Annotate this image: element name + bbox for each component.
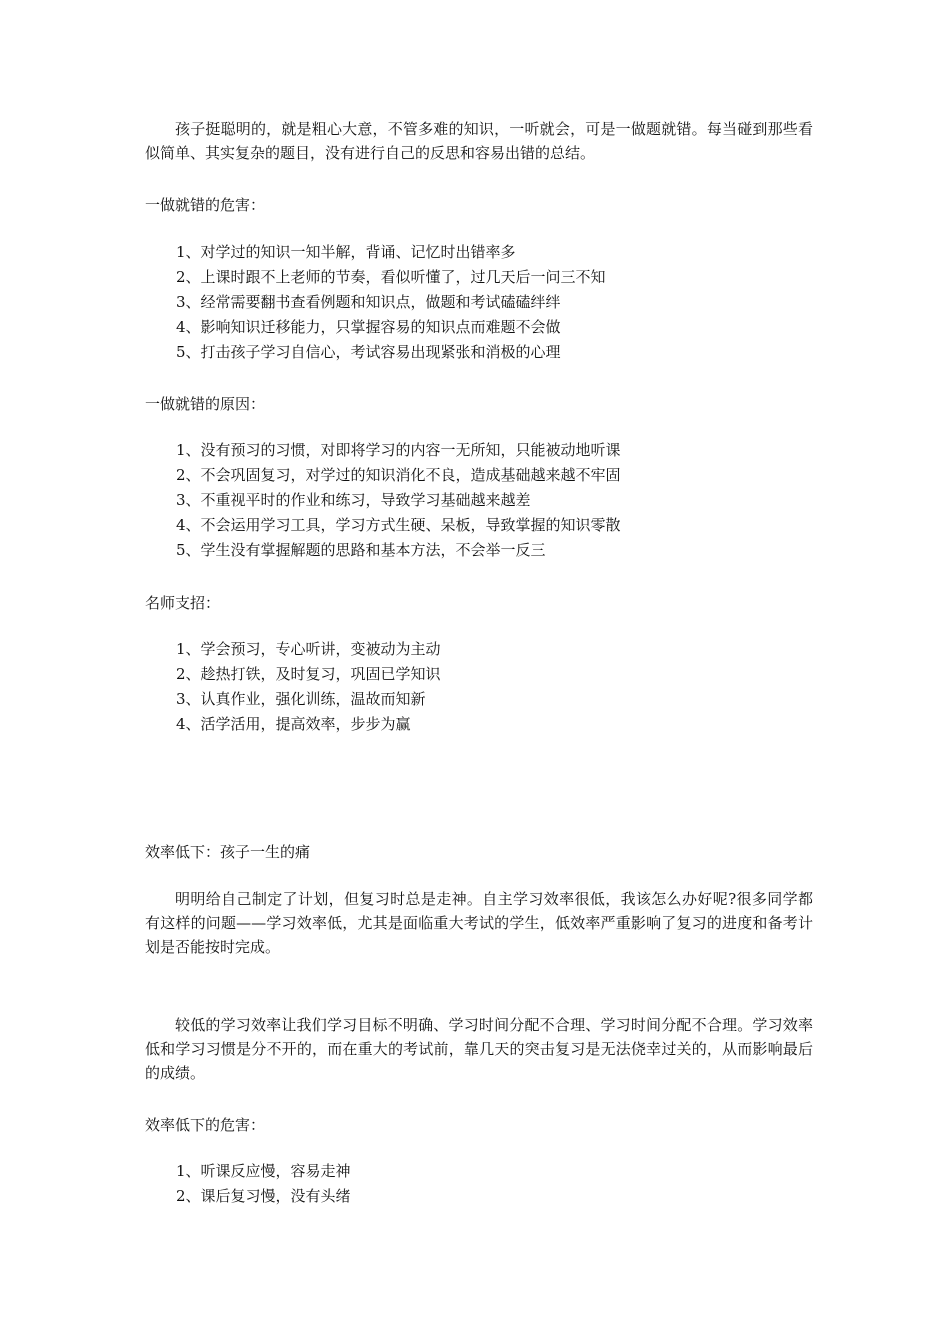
efficiency-paragraph-2: 较低的学习效率让我们学习目标不明确、学习时间分配不合理、学习时间分配不合理。学习效率低和学习习惯是分不开的，而在重大的考试前，靠几天的突击复习是无法侥幸过关的，从而影响最后的成绩。 <box>145 1016 813 1082</box>
list-item: 4、影响知识迁移能力，只掌握容易的知识点而难题不会做 <box>176 318 561 336</box>
list-item: 2、不会巩固复习，对学过的知识消化不良，造成基础越来越不牢固 <box>176 466 621 484</box>
list-item: 1、对学过的知识一知半解，背诵、记忆时出错率多 <box>176 243 516 261</box>
causes-heading: 一做就错的原因： <box>145 395 266 413</box>
efficiency-harms-list <box>176 1159 351 1209</box>
list-item: 2、趁热打铁，及时复习，巩固已学知识 <box>176 665 441 683</box>
list-item: 1、学会预习，专心听讲，变被动为主动 <box>176 640 441 658</box>
list-item: 3、经常需要翻书查看例题和知识点，做题和考试磕磕绊绊 <box>176 293 561 311</box>
list-item: 5、学生没有掌握解题的思路和基本方法，不会举一反三 <box>176 541 546 559</box>
list-item: 4、活学活用，提高效率，步步为赢 <box>176 715 411 733</box>
list-item: 5、打击孩子学习自信心，考试容易出现紧张和消极的心理 <box>176 343 561 361</box>
list-item: 3、不重视平时的作业和练习，导致学习基础越来越差 <box>176 491 531 509</box>
section-title: 效率低下：孩子一生的痛 <box>145 843 311 861</box>
harms-heading: 一做就错的危害： <box>145 196 266 214</box>
harms-list <box>176 240 606 365</box>
list-item: 2、上课时跟不上老师的节奏，看似听懂了，过几天后一问三不知 <box>176 268 606 286</box>
intro-paragraph: 孩子挺聪明的，就是粗心大意，不管多难的知识，一听就会，可是一做题就错。每当碰到那些看似简单、其实复杂的题目，没有进行自己的反思和容易出错的总结。 <box>145 120 813 162</box>
list-item: 4、不会运用学习工具，学习方式生硬、呆板，导致掌握的知识零散 <box>176 516 621 534</box>
list-item: 3、认真作业，强化训练，温故而知新 <box>176 690 426 708</box>
list-item: 1、听课反应慢，容易走神 <box>176 1162 351 1180</box>
tips-list <box>176 637 441 737</box>
causes-list <box>176 438 621 563</box>
tips-heading: 名师支招： <box>145 594 221 612</box>
efficiency-paragraph-1: 明明给自己制定了计划，但复习时总是走神。自主学习效率很低，我该怎么办好呢?很多同学都有这样的问题——学习效率低，尤其是面临重大考试的学生，低效率严重影响了复习的进度和备考计划是否能按时完成。 <box>145 890 813 956</box>
list-item: 2、课后复习慢，没有头绪 <box>176 1187 351 1205</box>
list-item: 1、没有预习的习惯，对即将学习的内容一无所知，只能被动地听课 <box>176 441 621 459</box>
efficiency-harms-heading: 效率低下的危害： <box>145 1116 266 1134</box>
